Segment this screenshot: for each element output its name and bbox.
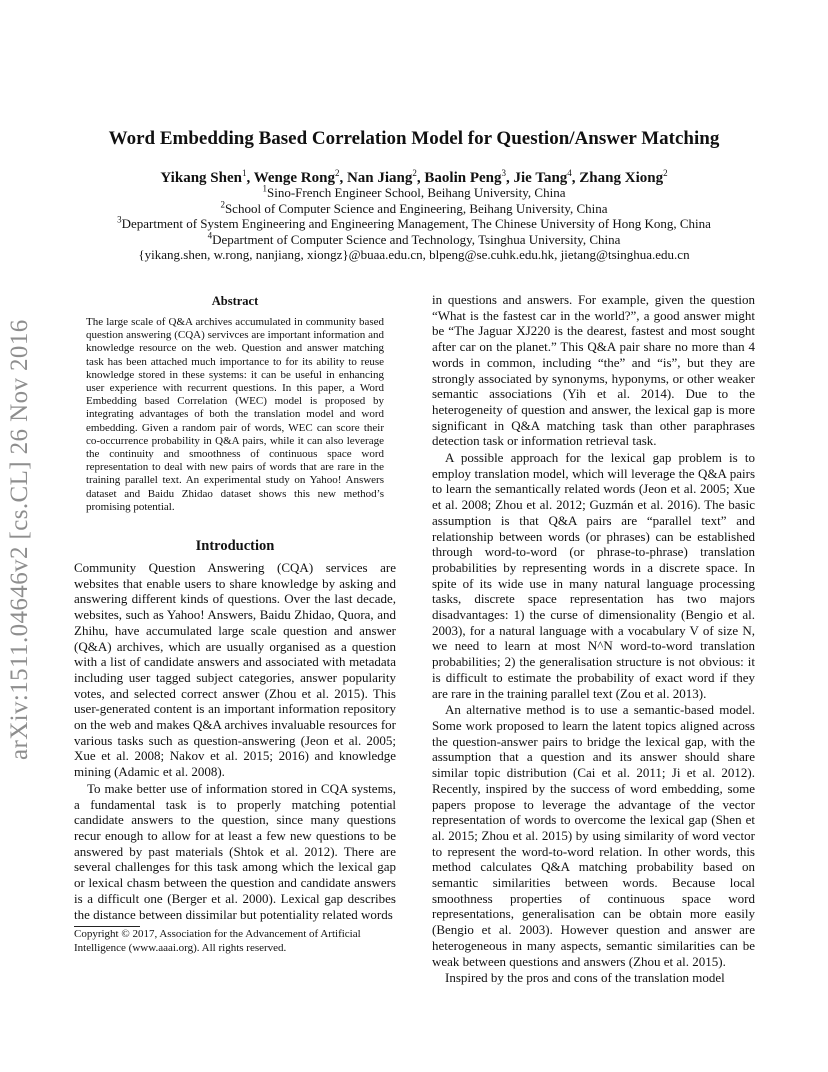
introduction-heading: Introduction	[195, 538, 275, 555]
intro-paragraph: Community Question Answering (CQA) services are websites that enable users to share knowledge by asking and answering different kinds of questions. Over the last decade, websites, such as Yahoo! Answers, Baidu Zhidao, Quora, and Zhihu, have accumulated large scale question and answer (Q&A) archives, which are usually organised as a question with a list of candidate answers and associated with metadata including user tagged subject categories, answer popularity votes, and selected correct answer (Zhou et al. 2015). This user-generated content is an important information repository on the web and makes Q&A archives invaluable resources for various tasks such as question-answering (Jeon et al. 2005; Xue et al. 2008; Nakov et al. 2015; 2016) and knowledge mining (Adamic et al. 2008).	[74, 560, 396, 780]
author: Yikang Shen$^1$,	[160, 168, 254, 186]
affiliations	[0, 185, 828, 263]
body-paragraph: in questions and answers. For example, given the question “What is the fastest car in the world?”, a good answer might be “The Jaguar XJ220 is the dearest, fastest and most sought after car on the planet.” This Q&A pair share no more than 4 words in common, including “the” and “is”, but they are strongly associated by synonyms, hyponyms, or other weaker semantic associations (Yih et al. 2014). Due to the heterogeneity of question and answer, the lexical gap is more significant in Q&A matching task than other paraphrases detection task or information retrieval task.	[432, 292, 755, 449]
abstract-text: The large scale of Q&A archives accumulated in community based question answering (CQA) servivces are important information and knowledge resource on the web. Question and answer matching task has been attached much importance to for its ability to reuse knowledge stored in these systems: it can be useful in enhancing user experience with recurrent questions. In this paper, a Word Embedding based Correlation (WEC) model is proposed by integrating advantages of both the translation model and word embedding. Given a random pair of words, WEC can score their co-occurrence probability in Q&A pairs, while it can also leverage the continuity and smoothness of continuous space word representation to deal with new pairs of words that are rare in the training parallel text. An experimental study on Yahoo! Answers dataset and Baidu Zhidao dataset shows this new method’s promising potential.	[86, 316, 384, 513]
copyright-notice: Copyright © 2017, Association for the Advancement of Artificial Intelligence (www.aaai.org). All rights reserved.	[74, 928, 361, 954]
body-paragraph: A possible approach for the lexical gap problem is to employ translation model, which will leverage the Q&A pairs to learn the semantically related words (Jeon et al. 2005; Xue et al. 2008; Zhou et al. 2012; Guzmán et al. 2016). The basic assumption is that Q&A pairs are “parallel text” and relationship between words (or phrases) can be established through word-to-word (or phrase-to-phrase) translation probabilities by representing words in a discrete space. In spite of its wide use in many natural language processing tasks, discrete space representation has two majors disadvantages: 1) the curse of dimensionality (Bengio et al. 2003), for a natural language with a vocabulary V of size N, we need to learn at most N^N word-to-word translation probabilities; 2) the generalisation structure is not obvious: it is difficult to estimate the probability of exact word if they are rare in the training parallel text (Zou et al. 2013).	[432, 450, 755, 701]
author: Wenge Rong$^2$,	[253, 168, 347, 186]
footnote-rule	[74, 926, 140, 927]
abstract-heading: Abstract	[211, 294, 259, 308]
arxiv-stamp: arXiv:1511.04646v2 [cs.CL] 26 Nov 2016	[6, 319, 33, 760]
right-column	[432, 292, 755, 986]
author: Zhang Xiong$^2$	[579, 168, 668, 186]
body-paragraph: An alternative method is to use a semantic-based model. Some work proposed to learn the latent topics aligned across the question-answer pairs to bridge the lexical gap, with the assumption that a question and its answer should share similar topic distribution (Cai et al. 2011; Ji et al. 2012). Recently, inspired by the success of word embedding, some papers propose to leverage the advantage of the vector representation of words to overcome the lexical gap (Shen et al. 2015; Zhou et al. 2015) by using similarity of word vector to represent the word-to-word relation. In other words, this method calculates Q&A matching probability based on semantic similarities between words. Because local smoothness properties of continuous space word representations, generalisation can be obtain more easily (Bengio et al. 2003). However question and answer are heterogeneous in many aspects, semantic similarities can be weak between questions and answers (Zhou et al. 2015).	[432, 702, 755, 969]
author: Baolin Peng$^3$,	[424, 168, 514, 186]
author: Jie Tang$^4$,	[513, 168, 580, 186]
paper-title: Word Embedding Based Correlation Model for Question/Answer Matching	[108, 128, 720, 149]
author-emails: {yikang.shen, w.rong, nanjiang, xiongz}@buaa.edu.cn, blpeng@se.cuhk.edu.hk, jietang@tsinghua.edu.cn	[138, 247, 690, 262]
affiliation: $^4$Department of Computer Science and Technology, Tsinghua University, China	[207, 230, 621, 247]
left-column	[74, 292, 396, 922]
affiliation: $^1$Sino-French Engineer School, Beihang University, China	[262, 183, 566, 200]
author: Nan Jiang$^2$,	[346, 168, 425, 186]
body-paragraph: Inspired by the pros and cons of the translation model	[445, 970, 725, 986]
intro-paragraph: To make better use of information stored in CQA systems, a fundamental task is to properly matching potential candidate answers to the question, since many questions recur enough to allow for at least a few new questions to be answered by past materials (Shtok et al. 2012). There are several challenges for this task among which the lexical gap or lexical chasm between the question and candidate answers is a difficult one (Berger et al. 2000). Lexical gap describes the distance between dissimilar but potentiality related words	[74, 780, 396, 922]
affiliation: $^3$Department of System Engineering and Engineering Management, The Chinese University of Hong Kong, China	[117, 214, 711, 231]
affiliation: $^2$School of Computer Science and Engineering, Beihang University, China	[220, 199, 608, 216]
